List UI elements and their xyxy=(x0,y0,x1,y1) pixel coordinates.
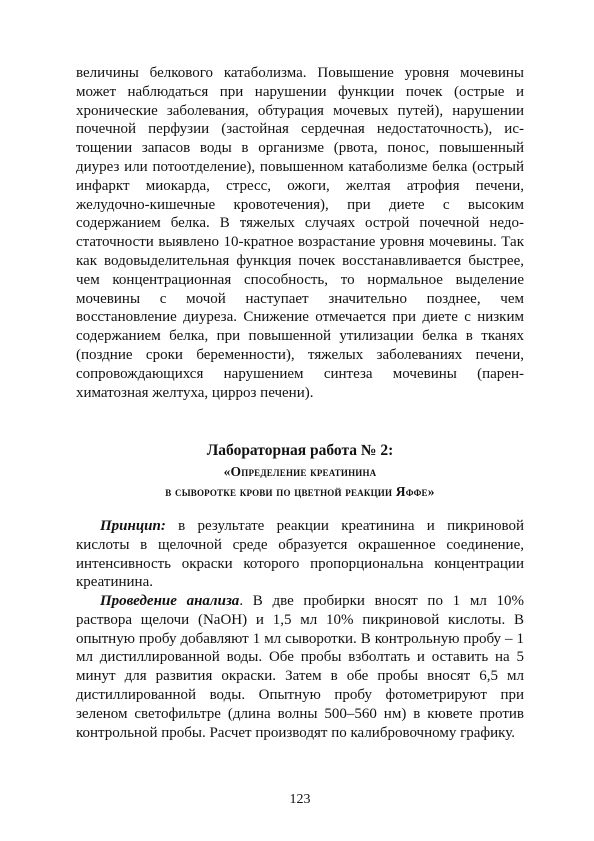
method-block xyxy=(76,592,524,742)
intro-paragraph: величины белкового катаболизма. Повышение уровня мочевины может наблюдаться при нарушении функции почек (острые и хронические заболевания, обтурация мочевых путей), нарушении почечной перфузии (застойная сердечная недостаточность), истощении запасов воды в организме (рвота, понос, повышенный диурез или потоотделение), повышенном катаболизме белка (острый инфаркт миокарда, стресс, ожоги, желтая атрофия печени, желудочно-кишечные кровотечения), при диете с высоким содержанием белка. В тяжелых случаях острой почечной недостаточности выявлено 10-кратное возрастание уровня мочевины. Так как водовыделительная функция почек восстанавливается быстрее, чем концентрационная способность, то нормальное выделение мочевины с мочой наступает значительно позднее, чем восстановление диуреза. Снижение отмечается при диете с низким содержанием белка, при повышенной утилизации белка в тканях (поздние сроки беременности), тяжелых заболеваниях печени, сопровождающихся нарушением синтеза мочевины (паренхиматозная желтуха, цирроз печени). xyxy=(76,65,524,401)
lab-work-title: Лабораторная работа № 2: xyxy=(206,442,394,459)
method-text: . В две пробирки вносят по 1 мл 10% раствора щелочи (NaOH) и 1,5 мл 10% пикриновой кислоты. В опытную пробу добавляют 1 мл сыворотки. В контрольную пробу – 1 мл дистиллированной воды. Обе пробы взболтать и оставить на 5 минут для развития окраски. Затем в обе пробы вносят 6,5 мл дистиллированной воды. Опытную пробу фотометрируют при зеленом светофильтре (длина волны 500–560 нм) в кювете против контрольной пробы. Расчет производят по калибровочному графику. xyxy=(76,593,524,741)
principle-paragraph xyxy=(76,517,524,592)
method-paragraph xyxy=(76,592,524,742)
principle-label: Принцип: xyxy=(100,518,166,534)
principle-block xyxy=(76,517,524,592)
intro-block xyxy=(76,64,524,402)
document-page xyxy=(76,64,524,824)
lab-work-subtitle-line-2: в сыворотке крови по цветной реакции Яффе» xyxy=(165,484,435,499)
page-number: 123 xyxy=(289,792,311,807)
principle-text: в результате реакции креатинина и пикриновой кислоты в щелочной среде образуется окрашенное соединение, интенсивность окраски которого пропорциональна концентрации креатинина. xyxy=(76,518,524,591)
lab-work-subtitle-line-1: «Определение креатинина xyxy=(223,464,377,479)
method-label: Проведение анализа xyxy=(100,593,240,609)
